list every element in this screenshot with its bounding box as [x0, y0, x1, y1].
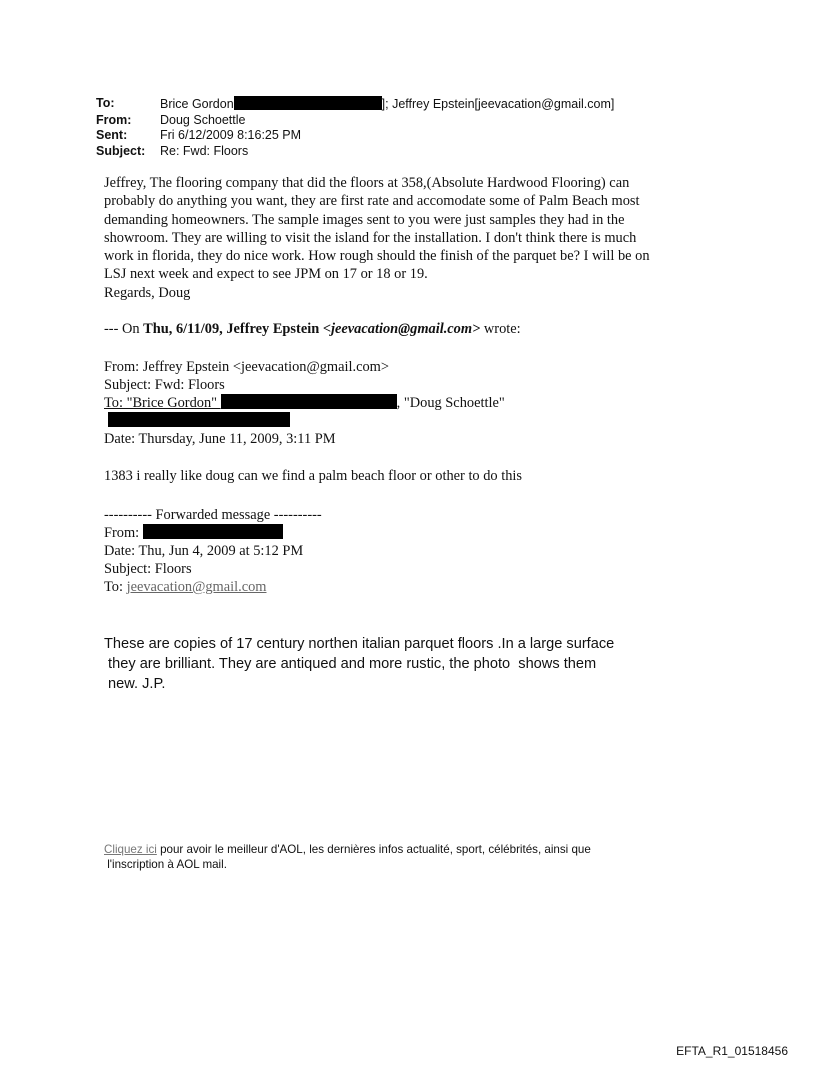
attribution-prefix: --- On — [104, 321, 144, 337]
fwd1-subject: Subject: Fwd: Floors — [104, 377, 225, 393]
fwd2-from-label: From: — [104, 525, 143, 541]
forward-header-2 — [104, 506, 322, 596]
subject-label: Subject: — [96, 143, 146, 158]
sent-label: Sent: — [96, 128, 128, 142]
aol-line-1 — [104, 842, 591, 857]
from-value: Doug Schoettle — [160, 112, 246, 127]
email-link[interactable]: jeevacation@gmail.com — [126, 579, 267, 595]
fwd2-to-label: To: — [104, 579, 127, 595]
reply-line: showroom. They are willing to visit the island for the installation. I don't think there is much — [104, 229, 637, 246]
reply-line: demanding homeowners. The sample images sent to you were just samples they had in the — [104, 211, 625, 228]
fwd1-from: From: Jeffrey Epstein <jeevacation@gmail.com> — [104, 359, 389, 375]
reply-body — [104, 174, 650, 302]
reply-line: Jeffrey, The flooring company that did the floors at 358,(Absolute Hardwood Flooring) can — [104, 175, 630, 191]
aol-link[interactable]: Cliquez ici — [104, 843, 157, 856]
reply-line: work in florida, they do nice work. How rough should the finish of the parquet be? I will be on — [104, 248, 650, 265]
to-label: To: — [96, 96, 115, 110]
header-subject-row — [96, 144, 614, 160]
aol-line-2: l'inscription à AOL mail. — [104, 858, 227, 871]
reply-line: LSJ next week and expect to see JPM on 17 or 18 or 19. — [104, 266, 428, 283]
to-rest: ]; Jeffrey Epstein[jeevacation@gmail.com] — [381, 97, 615, 111]
header-to-row — [96, 96, 614, 113]
fwd1-to — [104, 394, 505, 412]
attribution-email: <jeevacation@gmail.com> — [322, 321, 481, 337]
bates-number: EFTA_R1_01518456 — [676, 1044, 788, 1058]
note-line: they are brilliant. They are antiqued and more rustic, the photo shows them — [104, 656, 597, 672]
aol-text: pour avoir le meilleur d'AOL, les dernières infos actualité, sport, célébrités, ainsi que — [156, 843, 591, 856]
redaction-bar — [108, 412, 290, 427]
sent-value: Fri 6/12/2009 8:16:25 PM — [160, 128, 302, 142]
original-message-body — [104, 634, 614, 694]
forward-body-1: 1383 i really like doug can we find a palm beach floor or other to do this — [104, 468, 523, 484]
fwd1-date: Date: Thursday, June 11, 2009, 3:11 PM — [104, 431, 336, 447]
fwd2-date: Date: Thu, Jun 4, 2009 at 5:12 PM — [104, 543, 304, 559]
reply-line: probably do anything you want, they are first rate and accomodate some of Palm Beach most — [104, 193, 640, 210]
forward-header-1 — [104, 358, 505, 448]
fwd1-to-start: To: "Brice Gordon" — [104, 395, 221, 411]
aol-footer — [104, 842, 591, 872]
redaction-bar — [221, 394, 397, 409]
header-from-row — [96, 113, 614, 129]
fwd1-to-end: , "Doug Schoettle" — [396, 395, 505, 411]
subject-value: Re: Fwd: Floors — [160, 143, 249, 158]
note-line: These are copies of 17 century northen italian parquet floors .In a large surface — [104, 636, 615, 652]
to-value — [160, 96, 614, 113]
from-label: From: — [96, 112, 132, 127]
redaction-bar — [143, 524, 283, 539]
to-name: Brice Gordon — [160, 97, 234, 111]
reply-signoff: Regards, Doug — [104, 284, 191, 301]
attribution-suffix: wrote: — [480, 321, 521, 337]
fwd2-separator: ---------- Forwarded message ---------- — [104, 507, 322, 523]
redaction-bar — [234, 96, 382, 110]
attribution-date: Thu, 6/11/09, Jeffrey Epstein — [143, 321, 323, 337]
email-header — [96, 96, 614, 159]
header-sent-row — [96, 128, 614, 144]
fwd2-to — [104, 578, 322, 596]
fwd2-subject: Subject: Floors — [104, 561, 192, 577]
quote-attribution — [104, 321, 521, 338]
fwd2-from — [104, 524, 322, 542]
fwd1-to-continued — [104, 412, 505, 430]
note-line: new. J.P. — [104, 676, 166, 692]
